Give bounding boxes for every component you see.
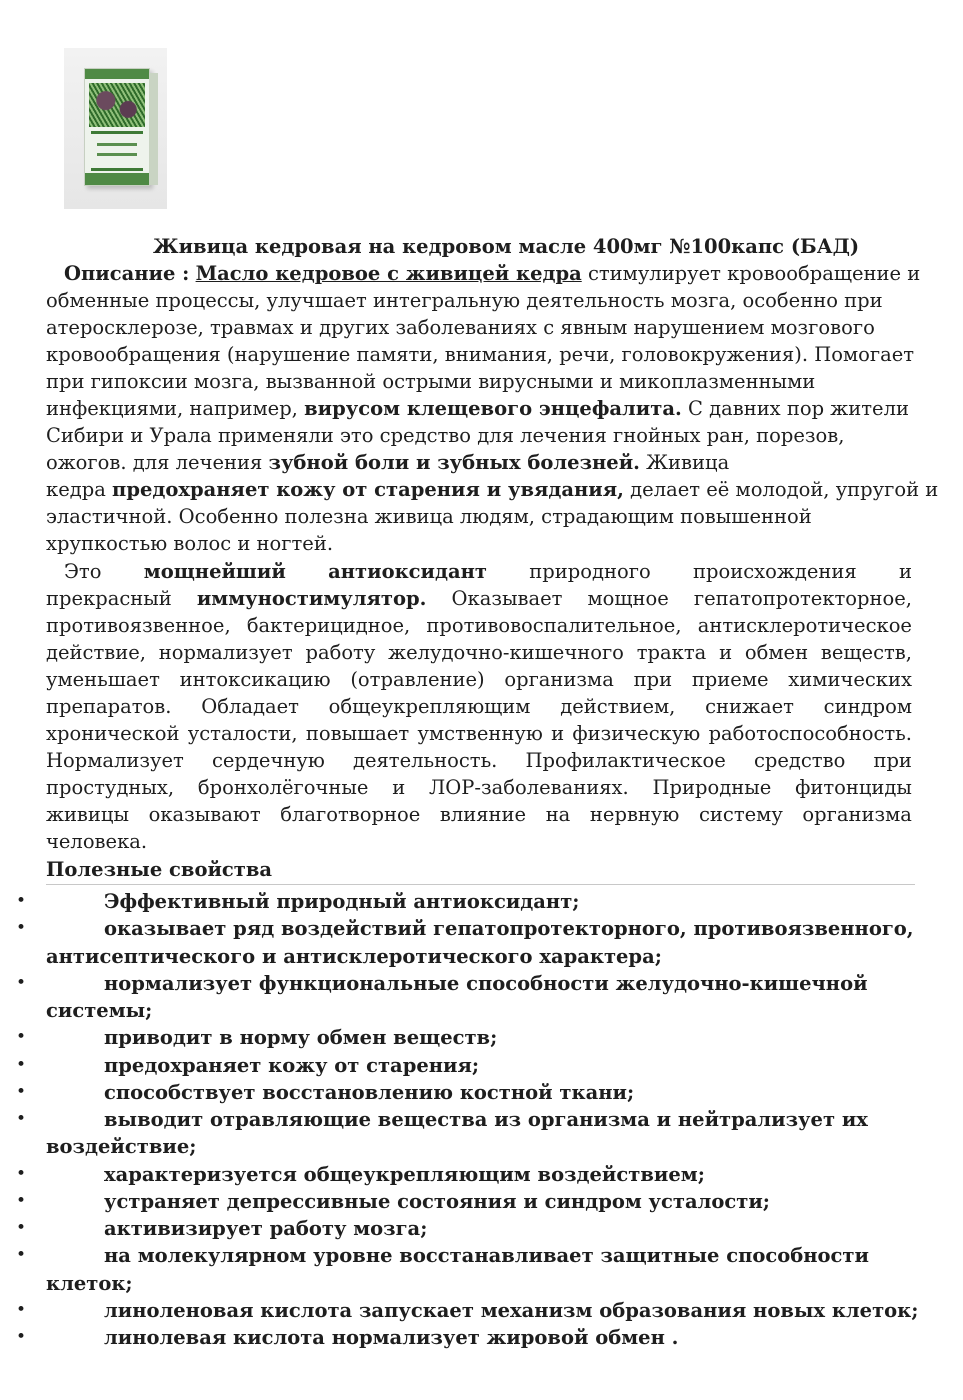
- list-item: Эффективный природный антиоксидант;: [104, 890, 580, 913]
- bullet-icon: •: [16, 1218, 27, 1238]
- bullet-icon: •: [16, 1299, 27, 1320]
- list-item: активизирует работу мозга;: [104, 1217, 428, 1240]
- antioxidant-line-3: противоязвенное, бактерицидное, противовоспалительное, антисклеротическое: [46, 614, 912, 637]
- description-line-10: эластичной. Особенно полезна живица людям, страдающим повышенной: [46, 505, 812, 528]
- list-item: выводит отравляющие вещества из организма и нейтрализует их: [104, 1108, 868, 1131]
- heading-divider: [46, 884, 915, 885]
- antioxidant-line-5: уменьшает интоксикацию (отравление) организма при приеме химических: [46, 668, 912, 691]
- list-item-continuation: системы;: [46, 999, 153, 1022]
- list-item: оказывает ряд воздействий гепатопротекторного, противоязвенного,: [104, 917, 914, 941]
- description-line-8: ожогов. для лечения зубной боли и зубных болезней. Живица: [46, 451, 730, 474]
- list-item: способствует восстановлению костной ткани;: [104, 1080, 635, 1104]
- antioxidant-line-7: хронической усталости, повышает умственную и физическую работоспособность.: [46, 722, 912, 745]
- antioxidant-line-10: живицы оказывают благотворное влияние на нервную систему организма: [46, 803, 912, 826]
- list-item: на молекулярном уровне восстанавливает защитные способности: [104, 1244, 869, 1268]
- description-line-5: при гипоксии мозга, вызванной острыми вирусными и микоплазменными: [46, 370, 816, 393]
- list-item: характеризуется общеукрепляющим воздействием;: [104, 1162, 705, 1186]
- list-item-continuation: антисептического и антисклеротического характера;: [46, 944, 662, 968]
- description-line-7: Сибири и Урала применяли это средство для лечения гнойных ран, порезов,: [46, 424, 845, 447]
- benefits-heading: Полезные свойства: [46, 858, 273, 881]
- bullet-icon: •: [16, 1245, 27, 1266]
- product-image: [64, 48, 167, 209]
- antioxidant-line-1: Это мощнейший антиоксидант природного происхождения и: [64, 560, 912, 583]
- antioxidant-line-9: простудных, бронхолёгочные и ЛОР-заболеваниях. Природные фитонциды: [46, 776, 912, 799]
- antioxidant-line-6: препаратов. Обладает общеукрепляющим действием, снижает синдром: [46, 695, 912, 718]
- list-item: предохраняет кожу от старения;: [104, 1053, 480, 1077]
- antioxidant-line-8: Нормализует сердечную деятельность. Профилактическое средство при: [46, 749, 912, 772]
- list-item: нормализует функциональные способности желудочно-кишечной: [104, 971, 868, 995]
- description-line-2: обменные процессы, улучшает интегральную деятельность мозга, особенно при: [46, 289, 883, 312]
- list-item-continuation: воздействие;: [46, 1135, 197, 1159]
- product-title: Живица кедровая на кедровом масле 400мг №100капс (БАД): [153, 235, 860, 258]
- description-line-1: Описание : Масло кедровое с живицей кедра стимулирует кровообращение и: [64, 262, 921, 285]
- bullet-icon: •: [16, 1190, 27, 1211]
- description-line-4: кровообращения (нарушение памяти, внимания, речи, головокружения). Помогает: [46, 343, 915, 366]
- bullet-icon: •: [16, 1081, 27, 1102]
- bullet-icon: •: [16, 1109, 27, 1129]
- description-line-9: кедра предохраняет кожу от старения и увядания, делает её молодой, упругой и: [46, 478, 939, 501]
- description-line-11: хрупкостью волос и ногтей.: [46, 532, 334, 555]
- bullet-icon: •: [16, 1027, 27, 1048]
- description-line-6: инфекциями, например, вирусом клещевого энцефалита. С давних пор жители: [46, 397, 909, 420]
- bullet-icon: •: [16, 1327, 27, 1347]
- description-line-3: атеросклерозе, травмах и других заболеваниях с явным нарушением мозгового: [46, 316, 875, 339]
- antioxidant-line-11: человека.: [46, 830, 148, 853]
- list-item-continuation: клеток;: [46, 1271, 133, 1295]
- antioxidant-line-2: прекрасный иммуностимулятор. Оказывает мощное гепатопротекторное,: [46, 587, 912, 610]
- list-item: устраняет депрессивные состояния и синдром усталости;: [104, 1189, 771, 1213]
- list-item: приводит в норму обмен веществ;: [104, 1026, 498, 1050]
- bullet-icon: •: [16, 972, 27, 993]
- product-box-icon: [84, 68, 150, 186]
- bullet-icon: •: [16, 891, 27, 911]
- bullet-icon: •: [16, 1054, 27, 1075]
- antioxidant-line-4: действие, нормализует работу желудочно-кишечного тракта и обмен веществ,: [46, 641, 912, 664]
- bullet-icon: •: [16, 1163, 27, 1184]
- list-item: линоленовая кислота запускает механизм образования новых клеток;: [104, 1298, 919, 1322]
- description-subject: Масло кедровое с живицей кедра: [195, 262, 582, 285]
- list-item: линолевая кислота нормализует жировой обмен .: [104, 1326, 679, 1349]
- description-label: Описание :: [64, 262, 190, 285]
- bullet-icon: •: [16, 918, 27, 939]
